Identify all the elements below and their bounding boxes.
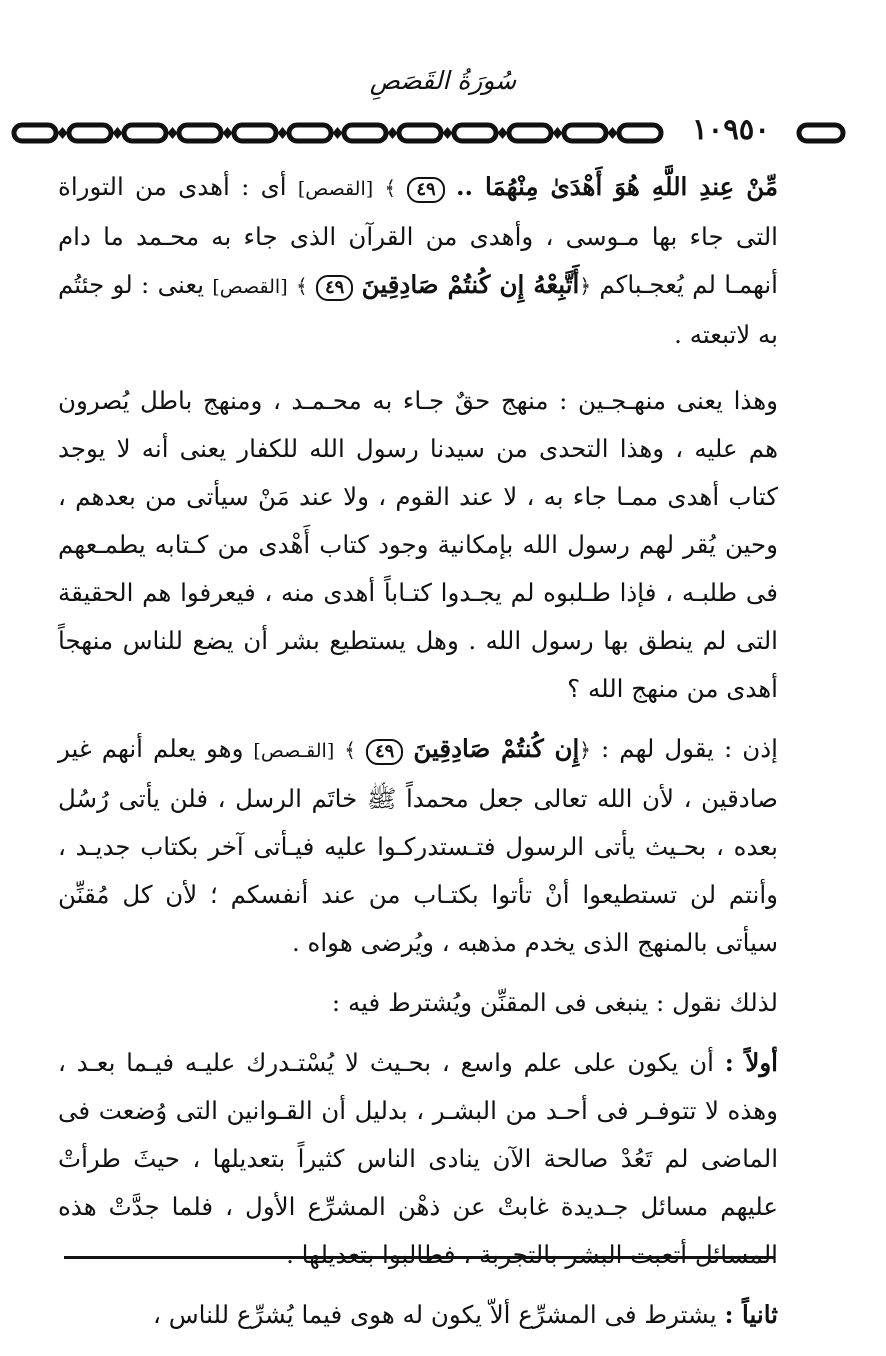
chain-link — [454, 125, 496, 141]
commentary-text: يشترط فى المشرِّع ألاّ يكون له هوى فيما يُشرِّع للناس ، — [153, 1300, 717, 1329]
ornate-bracket-icon: ﴾ — [384, 176, 397, 200]
chain-link — [69, 125, 111, 141]
commentary-text: أن يكون على علم واسع ، بحـيث لا يُسْتـدرك عليـه فيـما بعـد ، وهذه لا تتوفـر فى أحـد من البشـر ، بدليل أن القـوانين التى وُضعت فى الماضى لم تَعُدْ صالحة الآن ينادى الناس كثيراً بتعديلها ، حيثَ طرأتْ عليهم مسائل جـديدة غابتْ عن ذهْن المشرِّع الأول ، فلما جدَّتْ هذه المسائل أتعبت البشر بالتجربة ، فطالبوا بتعديلها . — [58, 1048, 778, 1269]
paragraph-3 — [58, 725, 778, 967]
chain-link — [289, 125, 331, 141]
chain-ornament — [10, 117, 670, 149]
chain-diamond — [443, 127, 453, 139]
body-text — [58, 163, 778, 1339]
chain-diamond — [113, 127, 123, 139]
point-label: ثانياً : — [724, 1300, 778, 1329]
page-number: ١٠٩٥٠ — [692, 112, 770, 146]
chain-link — [14, 125, 56, 141]
verse-number-badge: ٤٩ — [366, 739, 403, 765]
verse-number-badge: ٤٩ — [407, 177, 444, 203]
surah-reference: [القصص] — [297, 178, 374, 200]
chain-link — [179, 125, 221, 141]
commentary-text: أى : أهدى من التوراة التى جاء بها مـوسى ، وأهدى من القرآن الذى جاء به محـمد ما دام أنهمـا لم يُعجـباكم — [58, 172, 778, 299]
chain-diamond — [333, 127, 343, 139]
surah-title: سُورَةُ القَصَصِ — [369, 66, 517, 95]
paragraph-6 — [58, 1291, 778, 1339]
paragraph-4: لذلك نقول : ينبغى فى المقنِّن ويُشترط فيه : — [331, 988, 778, 1017]
chain-link — [234, 125, 276, 141]
chain-link — [124, 125, 166, 141]
point-label: أولاً : — [724, 1048, 778, 1077]
chain-diamond — [168, 127, 178, 139]
paragraph-1 — [58, 163, 778, 359]
chain-diamond — [608, 127, 618, 139]
chain-diamond — [388, 127, 398, 139]
ornate-bracket-icon: ﴿ — [579, 738, 592, 762]
ornate-bracket-icon: ﴾ — [344, 738, 356, 762]
chain-diamond — [58, 127, 68, 139]
surah-reference: [القصص] — [212, 276, 288, 298]
commentary-text: إذن : يقول لهم : — [601, 734, 778, 763]
chain-link — [509, 125, 551, 141]
chain-diamond — [553, 127, 563, 139]
quran-verse: إِن كُنتُمْ صَادِقِينَ — [413, 734, 580, 763]
commentary-text: وهو يعلم أنهم غير صادقين ، لأن الله تعالى جعل محمداً ﷺ خاتَم الرسل ، فلن يأتى رُسُل بعده ، بحـيث يأتى الرسول فتـستدركـوا عليه فيـأتى آخر بكتاب جديـد ، وأنتم لن تستطيعوا أنْ تأتوا بكتـاب من عند أنفسكم ؛ لأن كل مُقنِّن سيأتى بالمنهج الذى يخدم مذهبه ، ويُرضى هواه . — [58, 734, 778, 957]
chain-link — [344, 125, 386, 141]
ornate-bracket-icon: ﴾ — [295, 274, 308, 298]
chain-diamond — [278, 127, 288, 139]
footer-rule — [64, 1256, 774, 1259]
paragraph-2: وهذا يعنى منهـجـين : منهج حقٌ جـاء به محـمـد ، ومنهج باطل يُصرون هم عليه ، وهذا التحدى من سيدنا رسول الله للكفار يعنى أنه لا يوجد كتاب أهدى ممـا جاء به ، لا عند القوم ، ولا عند مَنْ سيأتى من بعدهم ، وحين يُقر لهم رسول الله بإمكانية وجود كتاب أَهْدى من كـتابه يطمـعهم فى طلبـه ، فإذا طـلبوه لم يجـدوا كتـاباً أهدى منه ، فيعرفوا هم الحقيقة التى لم ينطق بها رسول الله . وهل يستطيع بشر أن يضع للناس منهجاً أهدى من منهج الله ؟ — [58, 386, 778, 703]
ornate-bracket-icon: ﴿ — [579, 274, 592, 298]
chain-end-ornament — [796, 122, 846, 144]
surah-reference: [القـصص] — [253, 740, 335, 762]
quran-verse: أَتَّبِعْهُ إِن كُنتُمْ صَادِقِينَ — [361, 270, 580, 299]
chain-link — [619, 125, 661, 141]
chain-diamond — [223, 127, 233, 139]
chain-diamond — [498, 127, 508, 139]
chain-link — [399, 125, 441, 141]
quran-verse: مِّنْ عِندِ اللَّهِ هُوَ أَهْدَىٰ مِنْهُمَا .. — [456, 172, 778, 201]
paragraph-5 — [58, 1039, 778, 1279]
commentary-text: يعنى : لو جئتُم به لاتبعته . — [58, 270, 778, 349]
chain-link — [564, 125, 606, 141]
verse-number-badge: ٤٩ — [316, 275, 353, 301]
